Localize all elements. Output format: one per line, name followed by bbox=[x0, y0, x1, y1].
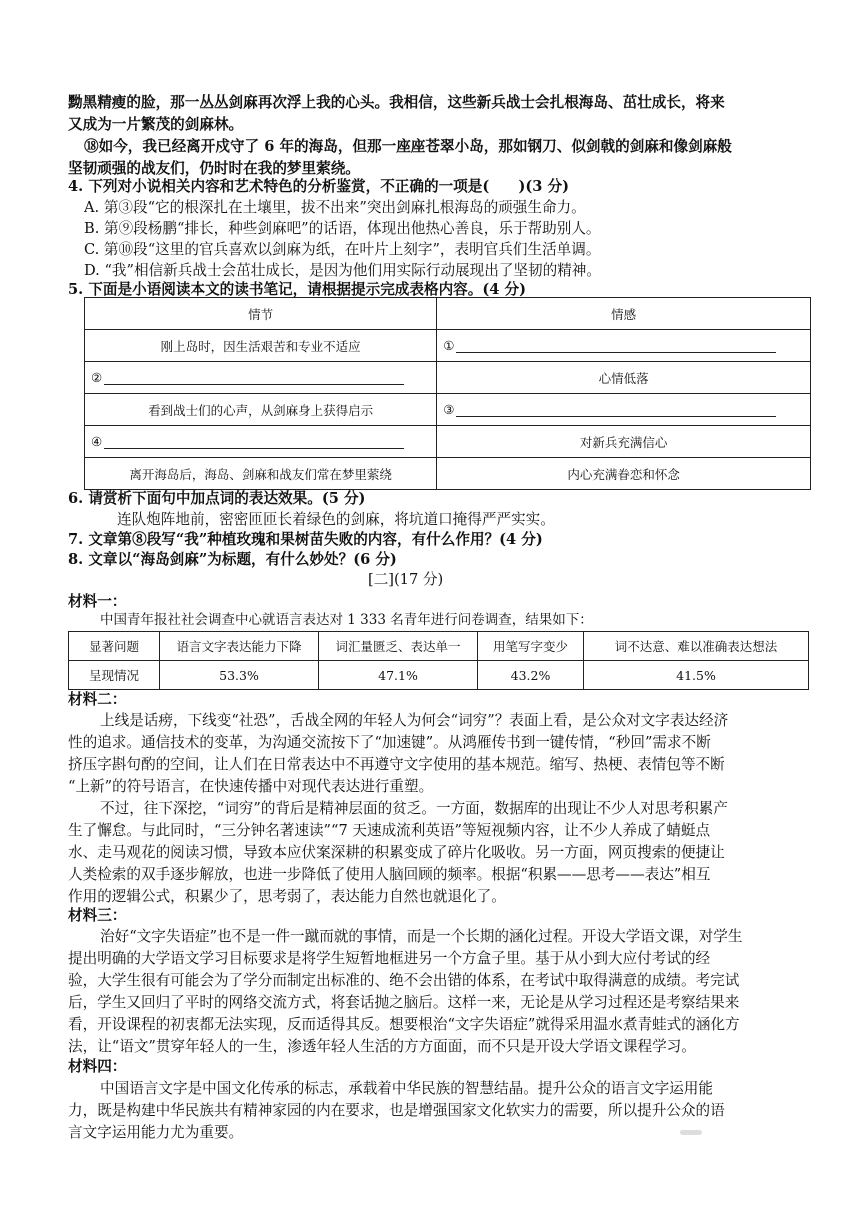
emotion-cell-blank[interactable] bbox=[437, 330, 811, 362]
paragraph-line: 人类检索的双手逐步解放，也进一步降低了使用人脑回顾的频率。根据“积累——思考——表达”相互 bbox=[68, 866, 711, 883]
paragraph-line: 性的追求。通信技术的变革，为沟通交流按下了“加速键”。从鸿雁传书到一键传情，“秒回”需求不断 bbox=[68, 734, 711, 751]
reading-notes-table bbox=[84, 297, 811, 490]
paragraph-line: 作用的逻辑公式，积累少了，思考弱了，表达能力自然也就退化了。 bbox=[68, 888, 506, 905]
issue-cell: 用笔写字变少 bbox=[478, 632, 584, 661]
issue-cell: 语言文字表达能力下降 bbox=[160, 632, 319, 661]
paragraph-line: 生了懈怠。与此同时，“三分钟名著速读”“7 天速成流利英语”等短视频内容，让不少人养成了蜻蜓点 bbox=[68, 822, 711, 839]
paragraph-line: 法，让“语文”贯穿年轻人的一生，渗透年轻人生活的方方面面，而不只是开设大学语文课程学习。 bbox=[68, 1038, 696, 1055]
blank-marker: ② bbox=[91, 370, 103, 385]
paragraph-line: 上线是话痨，下线变“社恐”，舌战全网的年轻人为何会“词穷”？表面上看，是公众对文字表达经济 bbox=[100, 712, 729, 729]
emotion-cell: 内心充满眷恋和怀念 bbox=[437, 458, 811, 490]
value-cell: 43.2% bbox=[478, 661, 584, 690]
q4-option-d: D. “我”相信新兵战士会茁壮成长，是因为他们用实际行动展现出了坚韧的精神。 bbox=[84, 262, 601, 279]
plot-cell: 看到战士们的心声，从剑麻身上获得启示 bbox=[85, 394, 437, 426]
answer-blank[interactable] bbox=[104, 370, 404, 385]
paragraph-line: 后，学生又回归了平时的网络交流方式，将套话抛之脑后。这样一来，无论是从学习过程还是考察结果来 bbox=[68, 994, 740, 1011]
issue-cell: 词汇量匮乏、表达单一 bbox=[319, 632, 478, 661]
blank-marker: ③ bbox=[443, 402, 455, 417]
answer-blank[interactable] bbox=[456, 338, 776, 353]
issue-cell: 词不达意、难以准确表达想法 bbox=[584, 632, 809, 661]
question-5-stem: 5. 下面是小语阅读本文的读书笔记，请根据提示完成表格内容。(4 分) bbox=[68, 281, 526, 298]
paragraph-line: 中国语言文字是中国文化传承的标志，承载着中华民族的智慧结晶。提升公众的语言文字运用能 bbox=[100, 1080, 713, 1097]
question-6-sentence: 连队炮阵地前，密密匝匝长着绿色的剑麻，将坑道口掩得严严实实。 bbox=[117, 511, 555, 528]
answer-blank[interactable] bbox=[456, 402, 776, 417]
material-3-title: 材料三： bbox=[68, 907, 127, 924]
answer-blank[interactable] bbox=[104, 434, 404, 449]
plot-cell: 离开海岛后，海岛、剑麻和战友们常在梦里萦绕 bbox=[85, 458, 437, 490]
story-text-line: 坚韧顽强的战友们，仍时时在我的梦里萦绕。 bbox=[68, 160, 360, 177]
paragraph-line: 力，既是构建中华民族共有精神家园的内在要求，也是增强国家文化软实力的需要，所以提升公众的语 bbox=[68, 1102, 725, 1119]
emotion-cell: 对新兵充满信心 bbox=[437, 426, 811, 458]
q4-option-b: B. 第⑨段杨鹏“排长，种些剑麻吧”的话语，体现出他热心善良，乐于帮助别人。 bbox=[84, 220, 601, 237]
value-cell: 53.3% bbox=[160, 661, 319, 690]
plot-cell: 刚上岛时，因生活艰苦和专业不适应 bbox=[85, 330, 437, 362]
value-cell: 47.1% bbox=[319, 661, 478, 690]
material-4-title: 材料四： bbox=[68, 1058, 127, 1075]
story-text-line: 又成为一片繁茂的剑麻林。 bbox=[68, 116, 244, 133]
paragraph-line: 不过，往下深挖，“词穷”的背后是精神层面的贫乏。一方面，数据库的出现让不少人对思考积累产 bbox=[100, 800, 728, 817]
q4-option-a: A. 第③段“它的根深扎在土壤里，拔不出来”突出剑麻扎根海岛的顽强生命力。 bbox=[84, 199, 586, 216]
emotion-cell: 心情低落 bbox=[437, 362, 811, 394]
story-text-line: 黝黑精瘦的脸，那一丛丛剑麻再次浮上我的心头。我相信，这些新兵战士会扎根海岛、茁壮成长，将来 bbox=[68, 94, 725, 111]
paragraph-line: 言文字运用能力尤为重要。 bbox=[68, 1124, 244, 1141]
plot-cell-blank[interactable] bbox=[85, 426, 437, 458]
question-8: 8. 文章以“海岛剑麻”为标题，有什么妙处？(6 分) bbox=[68, 551, 397, 568]
paragraph-line: 水、走马观花的阅读习惯，导致本应伏案深耕的积累变成了碎片化吸收。另一方面，网页搜索的便捷让 bbox=[68, 844, 725, 861]
paragraph-line: “上新”的符号语言，在快速传播中对现代表达进行重塑。 bbox=[68, 778, 434, 795]
header-plot: 情节 bbox=[85, 298, 437, 330]
question-6-stem: 6. 请赏析下面句中加点词的表达效果。(5 分) bbox=[68, 490, 366, 507]
row-label: 显著问题 bbox=[69, 632, 160, 661]
scan-smudge bbox=[680, 1130, 702, 1135]
paragraph-line: 提出明确的大学语文学习目标要求是将学生短暂地框进另一个方盒子里。基于从小到大应付考试的经 bbox=[68, 950, 711, 967]
material-1-intro: 中国青年报社社会调查中心就语言表达对 1 333 名青年进行问卷调查，结果如下： bbox=[100, 612, 593, 628]
paragraph-line: 治好“文字失语症”也不是一件一蹴而就的事情，而是一个长期的涵化过程。开设大学语文课，对学生 bbox=[100, 928, 743, 945]
emotion-cell-blank[interactable] bbox=[437, 394, 811, 426]
survey-table bbox=[68, 631, 809, 690]
question-7: 7. 文章第⑧段写“我”种植玫瑰和果树苗失败的内容，有什么作用？(4 分) bbox=[68, 531, 543, 548]
blank-marker: ④ bbox=[91, 434, 103, 449]
material-2-title: 材料二： bbox=[68, 691, 127, 708]
plot-cell-blank[interactable] bbox=[85, 362, 437, 394]
section-heading: [二](17 分) bbox=[368, 571, 444, 588]
paragraph-line: 验，大学生很有可能会为了学分而制定出标准的、绝不会出错的体系，在考试中取得满意的成绩。考完试 bbox=[68, 972, 740, 989]
blank-marker: ① bbox=[443, 338, 455, 353]
material-1-title: 材料一： bbox=[68, 593, 127, 610]
paragraph-line: 看，开设课程的初衷都无法实现，反而适得其反。想要根治“文字失语症”就得采用温水煮青蛙式的涵化方 bbox=[68, 1016, 740, 1033]
value-cell: 41.5% bbox=[584, 661, 809, 690]
story-text-line: ⑱如今，我已经离开戍守了 6 年的海岛，但那一座座苍翠小岛，那如钢刀、似剑戟的剑麻和像剑麻般 bbox=[84, 138, 732, 155]
q4-option-c: C. 第⑩段“这里的官兵喜欢以剑麻为纸，在叶片上刻字”，表明官兵们生活单调。 bbox=[84, 241, 601, 258]
question-4-stem: 4. 下列对小说相关内容和艺术特色的分析鉴赏，不正确的一项是( )(3 分) bbox=[68, 178, 569, 195]
header-emotion: 情感 bbox=[437, 298, 811, 330]
row-label: 呈现情况 bbox=[69, 661, 160, 690]
paragraph-line: 挤压字斟句酌的空间，让人们在日常表达中不再遵守文字使用的基本规范。缩写、热梗、表情包等不断 bbox=[68, 756, 725, 773]
